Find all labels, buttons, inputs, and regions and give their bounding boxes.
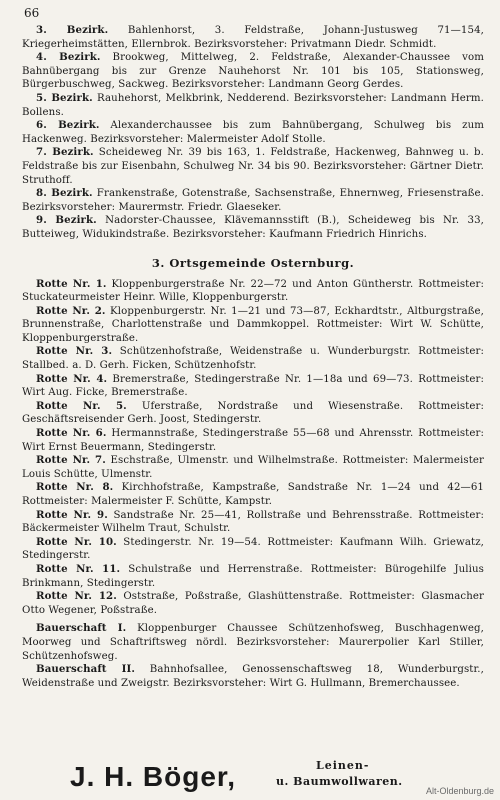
bezirk-entry-text: Rauhehorst, Melkbrink, Nedderend. Bezirksvorsteher: Landmann Herm. Bollens. <box>22 92 484 118</box>
rotte-entry-label: Rotte Nr. 7. <box>36 454 106 467</box>
rotte-entry-text: Kirchhofstraße, Kampstraße, Sandstraße Nr. 1—24 und 42—61 Rottmeister: Malermeister F. Schütte, Kampstr. <box>22 482 484 507</box>
bauerschaft-list <box>22 622 484 690</box>
bauerschaft-entry-label: Bauerschaft II. <box>36 663 136 676</box>
rotte-entry-label: Rotte Nr. 8. <box>36 481 114 494</box>
bezirk-entry-label: 7. Bezirk. <box>36 146 94 159</box>
bezirk-entry-label: 8. Bezirk. <box>36 187 93 200</box>
advertisement-line-1: Leinen- <box>316 759 370 772</box>
bezirk-entry-label: 6. Bezirk. <box>36 119 100 132</box>
rotte-entry <box>22 278 484 305</box>
bezirk-entry-text: Nadorster-Chaussee, Klävemannsstift (B.), Scheideweg bis Nr. 33, Butteiweg, Widukindstraße. Bezirksvorsteher: Kaufmann Friedrich Hinrichs. <box>22 215 484 240</box>
directory-text <box>22 24 484 690</box>
bezirk-entry <box>22 24 484 51</box>
bezirk-entry-text: Alexanderchaussee bis zum Bahnübergang, Schulweg bis zum Hackenweg. Bezirksvorsteher: Malermeister Adolf Stolle. <box>22 120 484 145</box>
advertiser-name: J. H. Böger, <box>70 761 237 792</box>
rotte-entry-text: Eschstraße, Ulmenstr. und Wilhelmstraße. Rottmeister: Malermeister Louis Schütte, Ulmenstr. <box>22 455 484 480</box>
rotte-entry-label: Rotte Nr. 2. <box>36 304 106 317</box>
advertisement-line-2: u. Baumwollwaren. <box>276 775 403 788</box>
bezirk-entry-text: Frankenstraße, Gotenstraße, Sachsenstraße, Ehnernweg, Friesenstraße. Bezirksvorsteher: Maurermstr. Friedr. Glaeseker. <box>22 188 484 213</box>
rotte-entry-text: Schulstraße und Herrenstraße. Rottmeister: Bürogehilfe Julius Brinkmann, Stedingerstr. <box>22 563 485 589</box>
rotte-list <box>22 278 484 618</box>
rotte-entry-label: Rotte Nr. 3. <box>36 345 113 358</box>
bezirk-entry-label: 5. Bezirk. <box>36 91 93 104</box>
bezirk-entry-text: Scheideweg Nr. 39 bis 163, 1. Feldstraße, Hackenweg, Bahnweg u. b. Feldstraße bis zur Eisenbahn, Schulweg Nr. 34 bis 90. Bezirksvorsteher: Gärtner Dietr. Struthoff. <box>22 147 484 186</box>
rotte-entry <box>22 590 484 617</box>
rotte-entry-text: Schützenhofstraße, Weidenstraße u. Wunderburgstr. Rottmeister: Stallbed. a. D. Gerh. Ficken, Schützenhofstr. <box>22 346 484 372</box>
rotte-entry-text: Uferstraße, Nordstraße und Wiesenstraße. Rottmeister: Geschäftsreisender Gerh. Joost, Stedingerstr. <box>22 400 484 426</box>
rotte-entry-text: Bremerstraße, Stedingerstraße Nr. 1—18a und 69—73. Rottmeister: Wirt Aug. Ficke, Bremerstraße. <box>22 373 485 399</box>
bauerschaft-entry-label: Bauerschaft I. <box>36 622 127 635</box>
rotte-entry <box>22 427 484 454</box>
bezirk-list <box>22 24 484 242</box>
rotte-entry-label: Rotte Nr. 11. <box>36 562 121 575</box>
bezirk-entry <box>22 92 484 119</box>
bezirk-entry-text: Bahlenhorst, 3. Feldstraße, Johann-Justusweg 71—154, Kriegerheimstätten, Ellernbrok. Bezirksvorsteher: Privatmann Diedr. Schmidt. <box>22 25 484 50</box>
bezirk-entry-label: 3. Bezirk. <box>36 24 109 36</box>
bauerschaft-entry <box>22 663 484 690</box>
rotte-entry <box>22 536 484 563</box>
rotte-entry-label: Rotte Nr. 6. <box>36 427 107 440</box>
page-number: 66 <box>24 6 40 20</box>
rotte-entry-label: Rotte Nr. 12. <box>36 590 117 603</box>
bauerschaft-entry-text: Kloppenburger Chaussee Schützenhofsweg, Buschhagenweg, Moorweg und Schaftriftsweg nördl. Bezirksvorsteher: Maurerpolier Karl Stiller, Schützenhofsweg. <box>22 623 484 662</box>
watermark: Alt-Oldenburg.de <box>425 786 494 796</box>
bezirk-entry <box>22 146 484 187</box>
rotte-entry <box>22 400 484 427</box>
rotte-entry-label: Rotte Nr. 9. <box>36 508 108 521</box>
rotte-entry <box>22 509 484 536</box>
rotte-entry-text: Kloppenburgerstraße Nr. 22—72 und Anton Güntherstr. Rottmeister: Stuckateurmeister Heinr. Wille, Kloppenburgerstr. <box>22 278 484 304</box>
bauerschaft-entry <box>22 622 484 663</box>
rotte-entry <box>22 305 484 346</box>
rotte-entry <box>22 345 484 372</box>
rotte-entry-text: Kloppenburgerstr. Nr. 1—21 und 73—87, Eckhardtstr., Altburgstraße, Brunnenstraße, Charlottenstraße und Dammkoppel. Rottmeister: Wirt W. Schütte, Kloppenburgerstraße. <box>22 305 484 344</box>
rotte-entry <box>22 373 484 400</box>
bezirk-entry-label: 4. Bezirk. <box>36 51 101 64</box>
section-title: 3. Ortsgemeinde Osternburg. <box>151 255 355 270</box>
rotte-entry-label: Rotte Nr. 5. <box>36 399 127 412</box>
rotte-entry <box>22 454 484 481</box>
bezirk-entry <box>22 119 484 146</box>
rotte-entry <box>22 481 484 508</box>
rotte-entry-text: Stedingerstr. Nr. 19—54. Rottmeister: Kaufmann Wilh. Griewatz, Stedingerstr. <box>22 536 484 562</box>
bezirk-entry <box>22 51 484 92</box>
bezirk-entry-text: Brookweg, Mittelweg, 2. Feldstraße, Alexander-Chaussee vom Bahnübergang bis zur Grenze Nauhehorst Nr. 101 bis 105, Stationsweg, Bürgerbuschweg, Sackweg. Bezirksvorsteher: Landmann Georg Gerdes. <box>22 52 484 91</box>
bezirk-entry <box>22 187 484 214</box>
rotte-entry-text: Sandstraße Nr. 25—41, Rollstraße und Behrensstraße. Rottmeister: Bäckermeister Wilhelm Traut, Schulstr. <box>22 509 485 535</box>
bezirk-entry-label: 9. Bezirk. <box>36 214 97 227</box>
bauerschaft-entry-text: Bahnhofsallee, Genossenschaftsweg 18, Wunderburgstr., Weidenstraße und Zweigstr. Bezirksvorsteher: Wirt G. Hullmann, Bremerchaussee. <box>22 664 484 689</box>
rotte-entry-label: Rotte Nr. 10. <box>36 535 117 548</box>
rotte-entry-text: Hermannstraße, Stedingerstraße 55—68 und Ahrensstr. Rottmeister: Wirt Ernst Beuermann, Stedingerstr. <box>22 428 484 453</box>
rotte-entry-label: Rotte Nr. 1. <box>36 277 107 290</box>
rotte-entry <box>22 563 484 590</box>
rotte-entry-label: Rotte Nr. 4. <box>36 372 108 385</box>
rotte-entry-text: Oststraße, Poßstraße, Glashüttenstraße. Rottmeister: Glasmacher Otto Wegener, Poßstraße. <box>22 591 484 616</box>
bezirk-entry <box>22 214 484 241</box>
